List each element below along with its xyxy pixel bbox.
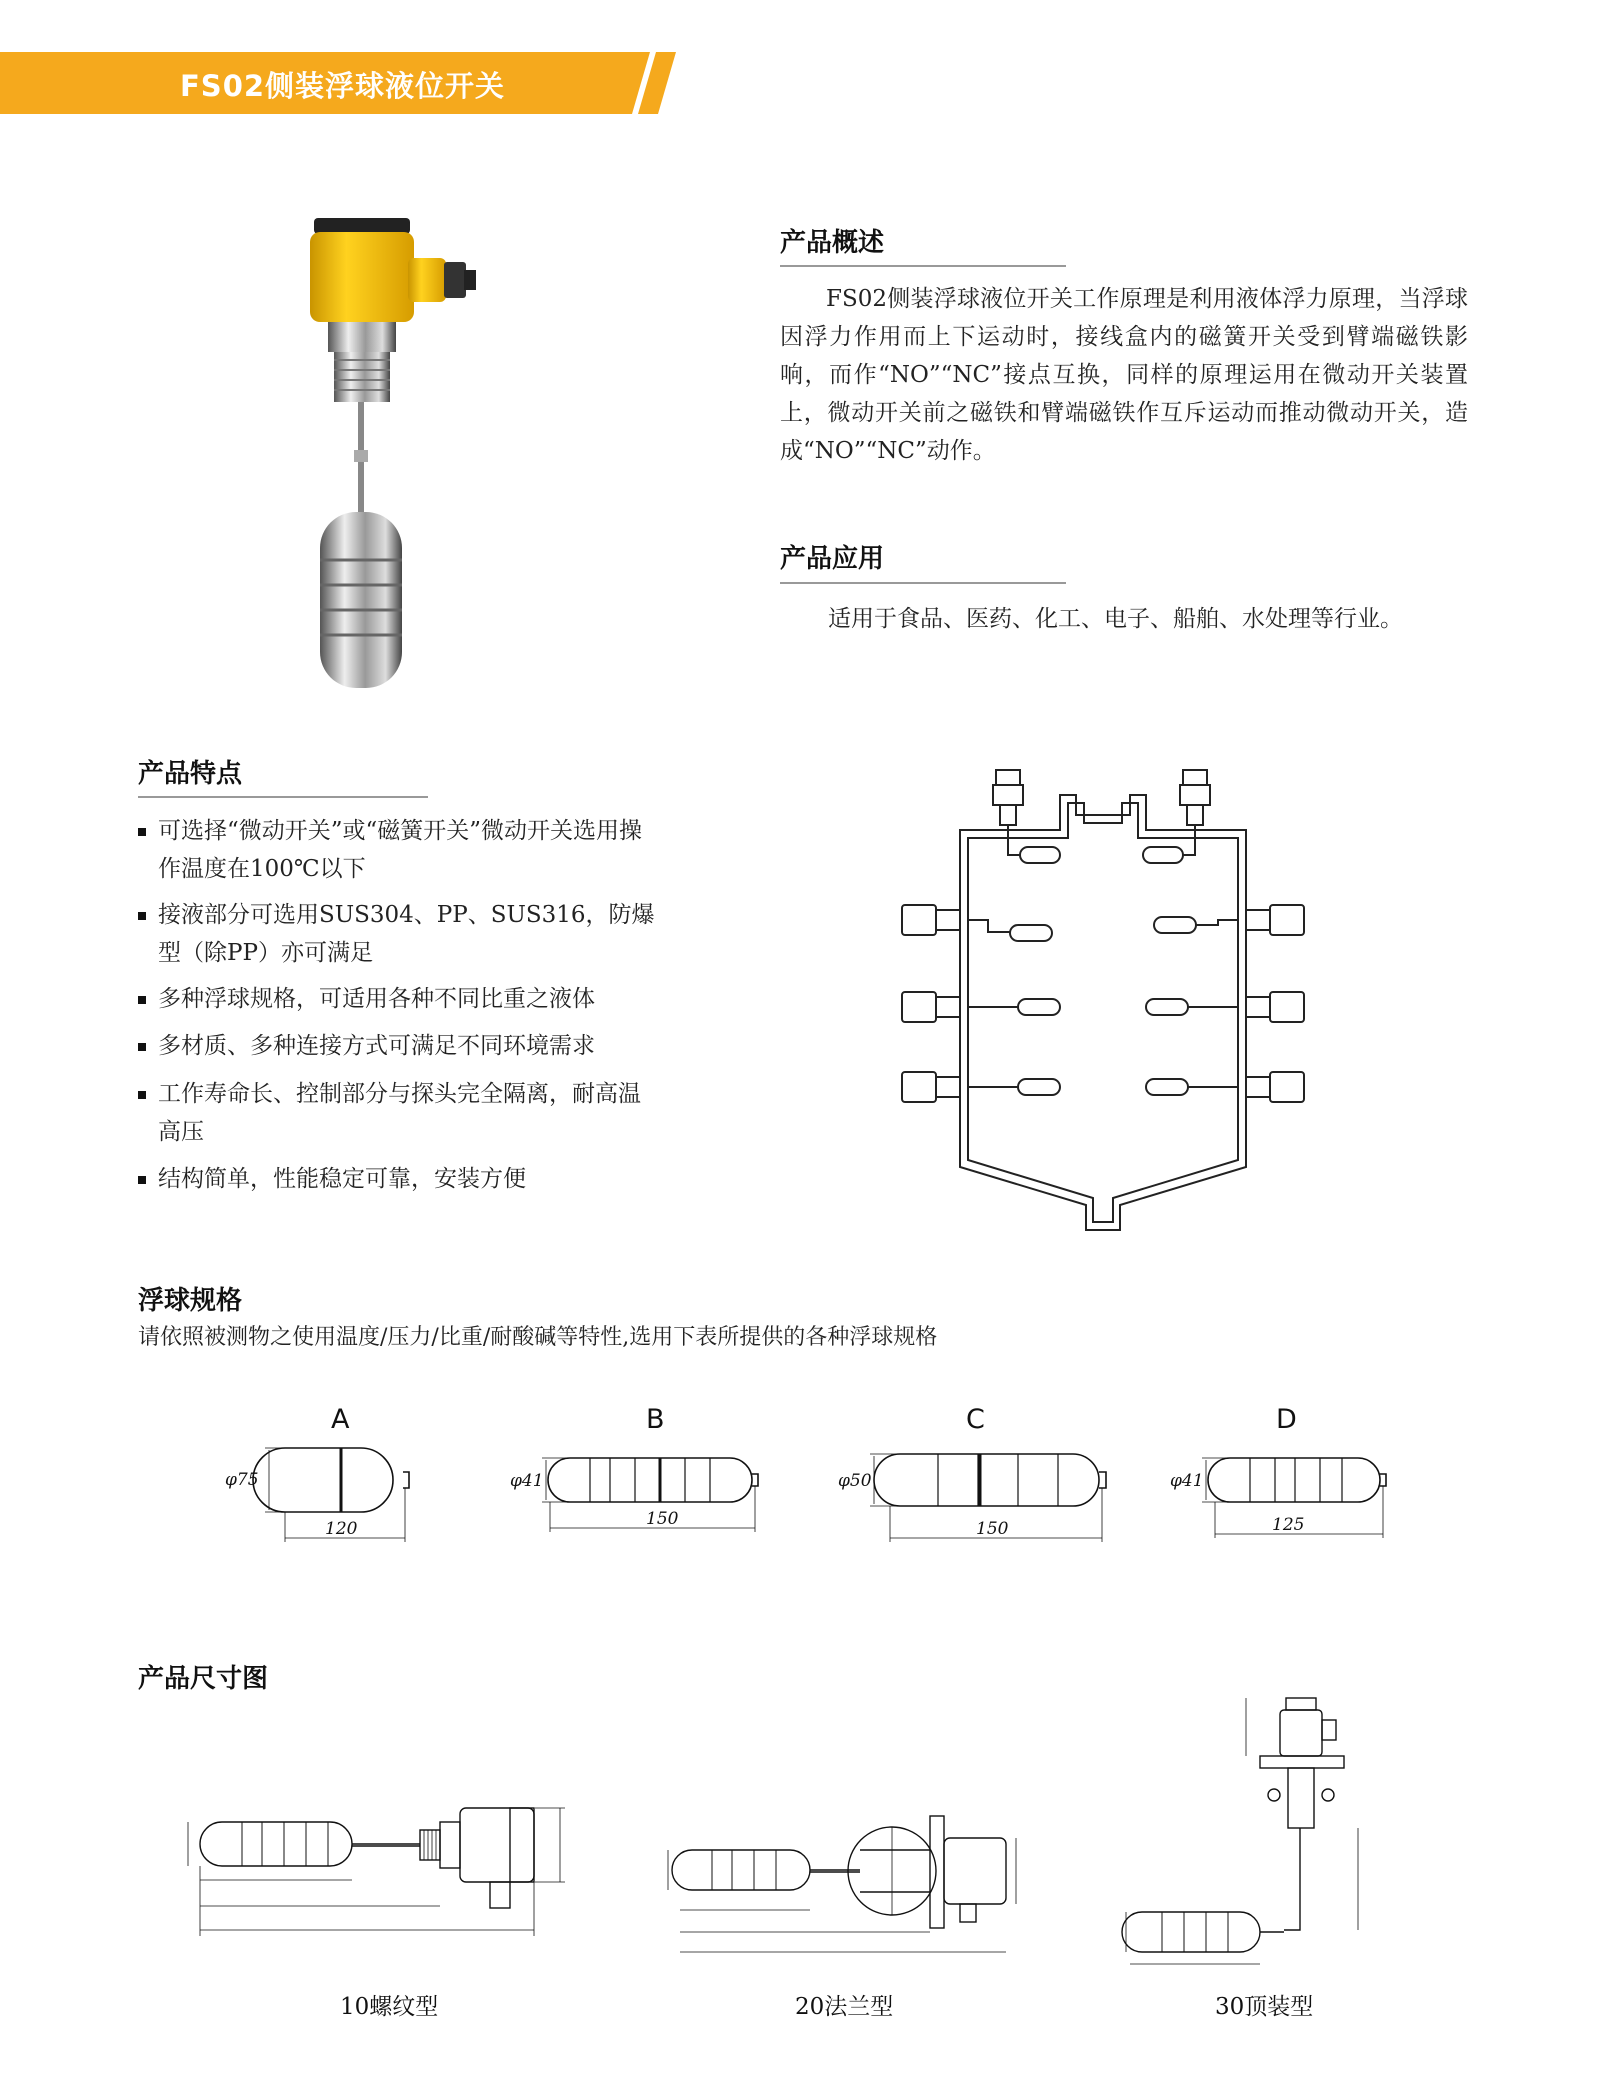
product-photo <box>300 210 500 710</box>
top-f52: 52 <box>1310 1778 1324 1791</box>
thread-d-ball: φ41 <box>180 1839 206 1854</box>
float-c-length: 150 <box>976 1519 1009 1539</box>
top-pcd: φ105 <box>1338 1786 1367 1799</box>
thread-type-drawing <box>180 1800 600 1960</box>
feature-item: 结构简单，性能稳定可靠，安装方便 <box>138 1160 658 1198</box>
float-c-diameter: φ50 <box>838 1471 872 1491</box>
overview-text: FS02侧装浮球液位开关工作原理是利用液体浮力原理，当浮球因浮力作用而上下运动时，接线盒内的磁簧开关受到臂端磁铁影响，而作“NO”“NC”接点互换，同样的原理运用在微动开关装置上，微动开关前之磁铁和臂端磁铁作互斥运动而推动微动开关，造成“NO”“NC”动作。 <box>780 286 1468 464</box>
float-c-label: C <box>966 1404 985 1435</box>
top-t12: 12 <box>1346 1728 1360 1741</box>
flange-t12: 12 <box>900 1938 914 1951</box>
feature-item: 可选择“微动开关”或“磁簧开关”微动开关选用操作温度在100℃以下 <box>138 812 658 888</box>
overview-title: 产品概述 <box>780 228 885 258</box>
top-d-head: φ70 <box>1286 1686 1308 1699</box>
float-specs-subtitle: 请依照被测物之使用温度/压力/比重/耐酸碱等特性,选用下表所提供的各种浮球规格 <box>138 1325 938 1350</box>
flange-ball-len: 125 <box>740 1896 761 1909</box>
float-d-label: D <box>1276 1404 1297 1435</box>
thread-total: 340 <box>376 1915 399 1929</box>
float-d-drawing <box>1170 1440 1400 1550</box>
top-mount-caption: 30顶装型 <box>1215 1994 1314 2020</box>
float-b-label: B <box>646 1404 665 1435</box>
float-b-diameter: φ41 <box>510 1471 544 1491</box>
flange-total: 320 <box>810 1940 831 1953</box>
flange-f52: 52 <box>896 1874 910 1887</box>
thread-spec: 1-1/2"PT <box>366 1867 419 1881</box>
thread-type-caption: 10螺纹型 <box>340 1994 439 2020</box>
flange-d-flange: φ120 <box>942 1820 971 1833</box>
application-title: 产品应用 <box>780 544 885 574</box>
feature-item: 工作寿命长、控制部分与探头完全隔离，耐高温高压 <box>138 1075 658 1151</box>
top-d-ball: φ41 <box>1110 1928 1132 1941</box>
float-c-drawing <box>838 1440 1120 1550</box>
float-d-length: 125 <box>1272 1515 1305 1535</box>
float-a-label: A <box>331 1404 350 1435</box>
float-d-diameter: φ41 <box>1170 1471 1204 1491</box>
top-cable: M20*1.5 <box>1350 1710 1399 1723</box>
float-a-length: 120 <box>325 1519 358 1539</box>
top-y: Y <box>1362 1873 1370 1887</box>
feature-item: 多种浮球规格，可适用各种不同比重之液体 <box>138 980 658 1018</box>
top-ball-len: 125 <box>1180 1952 1201 1965</box>
feature-item: 多材质、多种连接方式可满足不同环境需求 <box>138 1027 658 1065</box>
flange-pcd: φ95 <box>692 1778 714 1791</box>
flange-d-ball: φ41 <box>656 1866 678 1879</box>
float-b-length: 150 <box>646 1509 679 1529</box>
float-b-drawing <box>510 1440 775 1550</box>
application-text: 适用于食品、医药、化工、电子、船舶、水处理等行业。 <box>828 606 1403 632</box>
dimensions-title: 产品尺寸图 <box>138 1664 269 1694</box>
top-holes: 4-φ15 <box>1334 1802 1367 1815</box>
float-a-drawing <box>225 1440 425 1550</box>
flange-max: 235 (Max.600) <box>772 1918 854 1931</box>
flange-holes: 4-φ15 <box>660 1794 693 1807</box>
thread-cable: M20*1.5 <box>512 1911 565 1925</box>
thread-d-head: φ70 <box>564 1839 590 1854</box>
page-title: FS02侧装浮球液位开关 <box>180 69 506 103</box>
thread-t30: 30 <box>444 1867 460 1881</box>
top-spec: 2"x5kg/cm² <box>1198 1782 1256 1793</box>
top-mount-drawing <box>1110 1686 1410 1970</box>
float-a-diameter: φ75 <box>225 1470 259 1490</box>
tank-installation-diagram <box>888 760 1308 1235</box>
top-x: X <box>1286 1941 1295 1955</box>
top-d-flange: φ130 <box>1286 1742 1315 1755</box>
feature-item: 接液部分可选用SUS304、PP、SUS316，防爆型（除PP）亦可满足 <box>138 896 658 972</box>
features-rule <box>138 796 428 798</box>
flange-type-drawing <box>656 1760 1040 1960</box>
float-specs-title: 浮球规格 <box>138 1286 243 1316</box>
application-rule <box>780 582 1066 584</box>
flange-spec: 法兰 1-1/2"x5kg/cm² <box>686 1762 797 1775</box>
flange-cable: M20*1.5 <box>952 1938 1001 1951</box>
flange-type-caption: 20法兰型 <box>795 1994 894 2020</box>
top-h70: 70 <box>1226 1720 1240 1733</box>
thread-ball-len: 125 <box>268 1867 291 1881</box>
thread-max: 235 (Max.600) <box>290 1891 380 1905</box>
flange-d-head: φ70 <box>1008 1824 1030 1837</box>
overview-rule <box>780 265 1066 267</box>
features-title: 产品特点 <box>138 759 243 789</box>
